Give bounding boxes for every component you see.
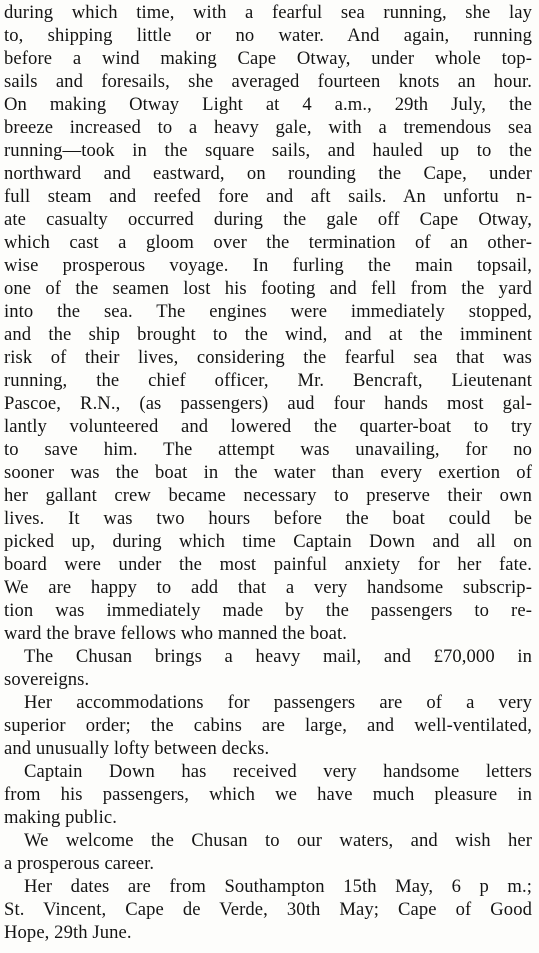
- text-line: superior order; the cabins are large, and well-ventilated,: [4, 715, 532, 736]
- text-line: before a wind making Cape Otway, under whole top-: [4, 48, 532, 69]
- text-line: and unusually lofty between decks.: [4, 738, 270, 759]
- text-line: Her dates are from Southampton 15th May, 6 p m.;: [24, 876, 532, 897]
- text-line: a prosperous career.: [4, 853, 155, 874]
- text-line: and the ship brought to the wind, and at the imminent: [4, 324, 532, 345]
- text-line: running, the chief officer, Mr. Bencraft, Lieutenant: [4, 370, 532, 391]
- text-line: board were under the most painful anxiety for her fate.: [4, 554, 532, 575]
- text-line: tion was immediately made by the passengers to re-: [4, 600, 532, 621]
- text-line: to save him. The attempt was unavailing, for no: [4, 439, 532, 460]
- text-line: We are happy to add that a very handsome subscrip-: [4, 577, 532, 598]
- text-line: ward the brave fellows who manned the boat.: [4, 623, 348, 644]
- text-line: Her accommodations for passengers are of a very: [24, 692, 532, 713]
- text-line: picked up, during which time Captain Down and all on: [4, 531, 532, 552]
- text-line: running—took in the square sails, and hauled up to the: [4, 140, 532, 161]
- text-line: risk of their lives, considering the fearful sea that was: [4, 347, 532, 368]
- text-line: We welcome the Chusan to our waters, and wish her: [24, 830, 532, 851]
- text-line: sooner was the boat in the water than every exertion of: [4, 462, 532, 483]
- text-line: lantly volunteered and lowered the quarter-boat to try: [4, 416, 532, 437]
- text-line: The Chusan brings a heavy mail, and £70,000 in: [24, 646, 532, 667]
- text-line: from his passengers, which we have much pleasure in: [4, 784, 532, 805]
- text-line: full steam and reefed fore and aft sails. An unfortu n-: [4, 186, 532, 207]
- text-line: her gallant crew became necessary to preserve their own: [4, 485, 532, 506]
- text-line: northward and eastward, on rounding the Cape, under: [4, 163, 532, 184]
- text-line: Hope, 29th June.: [4, 922, 132, 943]
- text-line: sails and foresails, she averaged fourteen knots an hour.: [4, 71, 532, 92]
- text-line: breeze increased to a heavy gale, with a tremendous sea: [4, 117, 532, 138]
- text-line: which cast a gloom over the termination of an other-: [4, 232, 532, 253]
- text-line: ate casualty occurred during the gale off Cape Otway,: [4, 209, 532, 230]
- text-line: making public.: [4, 807, 117, 828]
- text-line: during which time, with a fearful sea running, she lay: [4, 2, 532, 23]
- text-line: Captain Down has received very handsome letters: [24, 761, 532, 782]
- text-line: sovereigns.: [4, 669, 90, 690]
- text-line: wise prosperous voyage. In furling the main topsail,: [4, 255, 532, 276]
- text-line: lives. It was two hours before the boat could be: [4, 508, 532, 529]
- text-line: into the sea. The engines were immediately stopped,: [4, 301, 532, 322]
- text-line: one of the seamen lost his footing and fell from the yard: [4, 278, 532, 299]
- text-line: On making Otway Light at 4 a.m., 29th July, the: [4, 94, 532, 115]
- text-line: to, shipping little or no water. And again, running: [4, 25, 532, 46]
- text-line: St. Vincent, Cape de Verde, 30th May; Cape of Good: [4, 899, 532, 920]
- text-line: Pascoe, R.N., (as passengers) aud four hands most gal-: [4, 393, 532, 414]
